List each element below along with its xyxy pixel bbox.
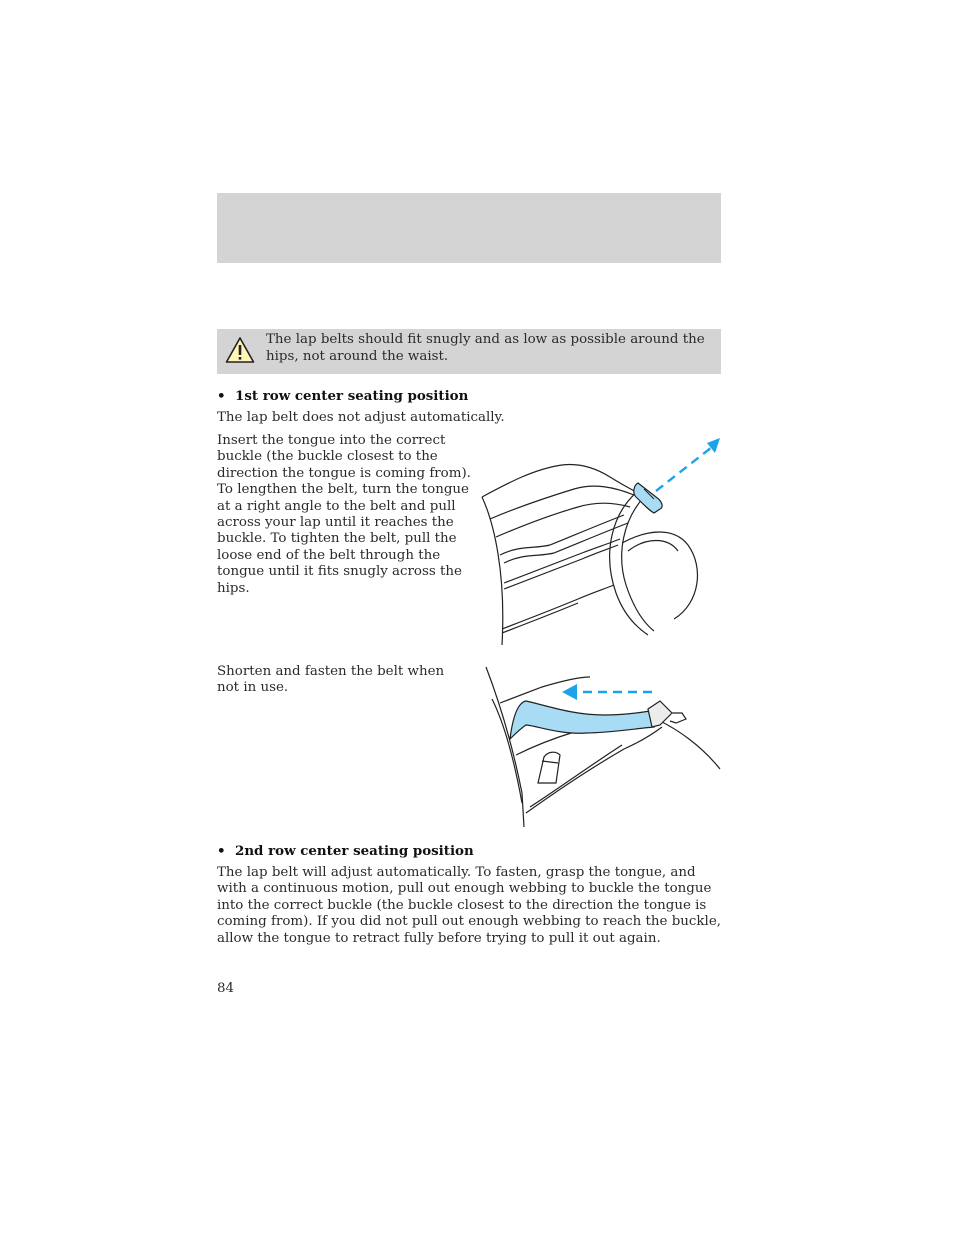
paragraph-no-auto-adjust: The lap belt does not adjust automatically.: [217, 410, 505, 425]
paragraph-shorten-belt: Shorten and fasten the belt when not in use.: [217, 664, 445, 696]
heading-text: 2nd row center seating position: [235, 843, 474, 859]
page-number: 84: [217, 981, 235, 996]
lap-belt-lengthen-illustration: [478, 433, 724, 651]
paragraph-insert-tongue: Insert the tongue into the correct buckle (the buckle closest to the direction the tongue is coming from). To lengthen the belt, turn the tongue at a right angle to the belt and pull across your lap until it reaches the buckle. To tighten the belt, pull the loose end of the belt through the tongue until it fits snugly across the hips.: [217, 433, 471, 596]
paragraph-auto-adjust: The lap belt will adjust automatically. To fasten, grasp the tongue, and with a continuous motion, pull out enough webbing to buckle the tongue into the correct buckle (the buckle closest to the direction the tongue is coming from). If you did not pull out enough webbing to reach the buckle, allow the tongue to retract fully before trying to pull it out again.: [217, 865, 722, 946]
section-heading-2nd-row: [217, 843, 474, 860]
bullet: •: [217, 388, 226, 404]
warning-box: [217, 329, 721, 374]
section-header-band: [217, 193, 721, 263]
lap-belt-shorten-illustration: [482, 663, 724, 829]
warning-text: The lap belts should fit snugly and as low as possible around the hips, not around the waist.: [266, 332, 705, 364]
bullet: •: [217, 843, 226, 859]
warning-triangle-icon: [225, 336, 255, 364]
heading-text: 1st row center seating position: [235, 388, 469, 404]
section-heading-1st-row: [217, 388, 468, 405]
